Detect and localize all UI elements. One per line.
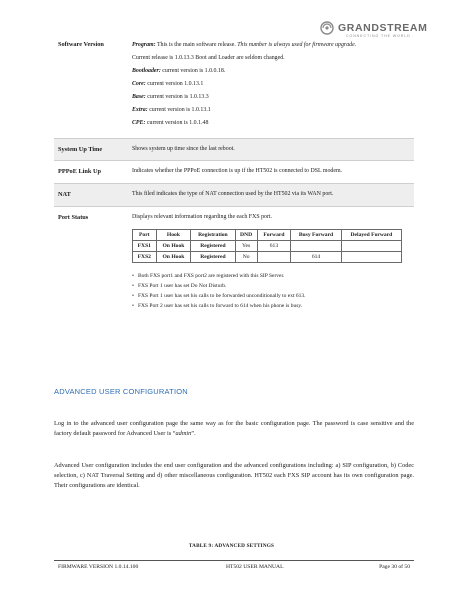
col-header: Delayed Forward bbox=[341, 230, 401, 241]
table-cell bbox=[257, 252, 291, 263]
bullet-icon: • bbox=[132, 273, 134, 279]
table-cell: No bbox=[235, 252, 257, 263]
row-nat bbox=[54, 184, 414, 207]
table-caption: TABLE 9: ADVANCED SETTINGS bbox=[188, 543, 275, 549]
table-cell: FXS2 bbox=[133, 252, 157, 263]
table-cell: 613 bbox=[257, 241, 291, 252]
list-item: • FXS Port 1 user has set his calls to be forwarded unconditionally to ext 613. bbox=[132, 293, 306, 299]
list-item: • Both FXS port1 and FXS port2 are registered with this SIP Server. bbox=[132, 273, 285, 279]
sv-line-extra: Extra: current version is 1.0.13.1 bbox=[132, 107, 211, 113]
table-cell: FXS1 bbox=[133, 241, 157, 252]
table-cell: On Hook bbox=[156, 252, 191, 263]
logo-tagline: CONNECTING THE WORLD bbox=[346, 34, 411, 38]
table-cell bbox=[341, 252, 401, 263]
row-system-up-time bbox=[54, 139, 414, 161]
sv-line-bootloader: Bootloader: current version is 1.0.0.18. bbox=[132, 68, 226, 74]
col-header: Registration bbox=[191, 230, 235, 241]
paragraph-advanced-config: Advanced User configuration includes the end user configuration and the advanced configurations including: a) SIP configuration, b) Codec selection, c) NAT Traversal Setting and d) other miscellaneous configuration. HT502 each FXS SIP account has its own configuration page. Their configurations are identical. bbox=[54, 462, 414, 489]
port-status-desc bbox=[132, 207, 414, 311]
table-cell bbox=[341, 241, 401, 252]
table-row bbox=[133, 252, 402, 263]
footer-firmware-version: FIRMWARE VERSION 1.0.14.100 bbox=[58, 564, 139, 570]
software-version-desc bbox=[132, 34, 414, 127]
sv-line-current-release: Current release is 1.0.13.3 Boot and Loader are seldom changed. bbox=[132, 55, 285, 61]
settings-table bbox=[54, 34, 414, 357]
table-cell: Registered bbox=[191, 252, 235, 263]
list-item: • FXS Port 1 user has set Do Not Disturb. bbox=[132, 283, 227, 289]
paragraph-login: Log in to the advanced user configuration page the same way as for the basic configuration page. The password is case sensitive and the factory default password for Advanced User is “admin”. bbox=[54, 420, 414, 437]
logo-text: GRANDSTREAM bbox=[338, 22, 428, 34]
row-label: NAT bbox=[58, 191, 71, 198]
row-label: Software Version bbox=[58, 41, 104, 48]
table-row bbox=[133, 241, 402, 252]
footer-divider bbox=[54, 560, 414, 561]
col-header: DND bbox=[235, 230, 257, 241]
grandstream-logo-icon bbox=[320, 21, 334, 35]
table-cell: Yes bbox=[235, 241, 257, 252]
footer-page-number: Page 30 of 50 bbox=[379, 564, 410, 570]
row-desc: Indicates whether the PPPoE connection is up if the HT502 is connected to DSL modem. bbox=[132, 168, 343, 174]
footer-manual-title: HT502 USER MANUAL bbox=[226, 564, 284, 570]
row-label: Port Status bbox=[58, 214, 89, 221]
row-port-status bbox=[54, 207, 414, 357]
port-status-table bbox=[132, 229, 402, 263]
row-software-version bbox=[54, 34, 414, 139]
col-header: Forward bbox=[257, 230, 291, 241]
section-title: ADVANCED USER CONFIGURATION bbox=[54, 387, 188, 396]
col-header: Busy Forward bbox=[291, 230, 342, 241]
row-desc: Shows system up time since the last reboot. bbox=[132, 146, 235, 152]
row-label: PPPoE Link Up bbox=[58, 168, 102, 175]
row-desc: This filed indicates the type of NAT connection used by the HT502 via its WAN port. bbox=[132, 191, 334, 197]
row-desc: Displays relevant information regarding the each FXS port. bbox=[132, 214, 273, 220]
bullet-icon: • bbox=[132, 283, 134, 289]
table-cell: 614 bbox=[291, 252, 342, 263]
row-pppoe-link-up bbox=[54, 161, 414, 184]
sv-line-base: Base: current version is 1.0.13.3 bbox=[132, 94, 209, 100]
col-header: Hook bbox=[156, 230, 191, 241]
sv-line-cpe: CPE: current version is 1.0.1.48 bbox=[132, 120, 209, 126]
sv-line-program: Program: This is the main software release. This number is always used for firmware upgrade. bbox=[132, 42, 357, 48]
port-table-header-row bbox=[133, 230, 402, 241]
table-cell bbox=[291, 241, 342, 252]
bullet-icon: • bbox=[132, 303, 134, 309]
port-status-notes bbox=[132, 271, 414, 311]
sv-line-core: Core: current version 1.0.13.1 bbox=[132, 81, 204, 87]
bullet-icon: • bbox=[132, 293, 134, 299]
row-label: System Up Time bbox=[58, 146, 103, 153]
table-cell: Registered bbox=[191, 241, 235, 252]
table-cell: On Hook bbox=[156, 241, 191, 252]
list-item: • FXS Port 2 user has set his calls to forward to 614 when his phone is busy. bbox=[132, 303, 303, 309]
col-header: Port bbox=[133, 230, 157, 241]
